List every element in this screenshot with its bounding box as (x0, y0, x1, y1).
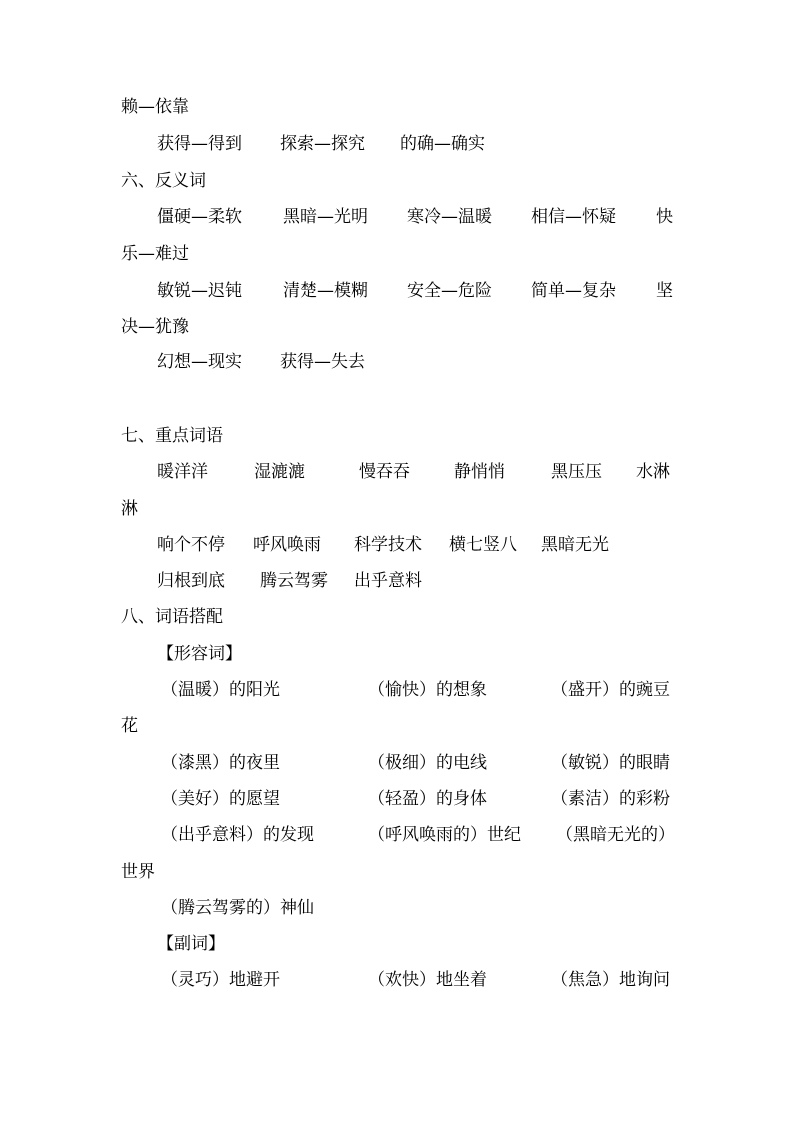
word-pair: 幻想—现实 (157, 352, 242, 372)
key-word: 黑压压 (551, 462, 602, 482)
key-phrase: 出乎意料 (354, 571, 422, 591)
collocation-line (0, 751, 794, 775)
collocation-line-tail: 花 (121, 716, 138, 736)
key-phrase: 腾云驾雾 (260, 571, 328, 591)
word-pair: 探索—探究 (280, 134, 365, 154)
key-words-line (0, 569, 794, 593)
antonym-line (0, 350, 794, 374)
word-pair: 快 (656, 207, 673, 227)
word-pair: 的确—确实 (400, 134, 485, 154)
collocation: （极细）的电线 (368, 753, 487, 773)
word-pair: 安全—危险 (407, 281, 492, 301)
collocation: （轻盈）的身体 (368, 789, 487, 809)
section-heading-collocations: 八、词语搭配 (121, 607, 223, 627)
key-words-line (0, 533, 794, 557)
word-pair: 坚 (656, 281, 673, 301)
collocation: （愉快）的想象 (368, 680, 487, 700)
collocation: （漆黑）的夜里 (161, 753, 280, 773)
collocation: （盛开）的豌豆 (551, 680, 670, 700)
key-words-line (0, 460, 794, 484)
collocation: （素洁）的彩粉 (551, 789, 670, 809)
collocation: （温暖）的阳光 (161, 680, 280, 700)
word-pair: 僵硬—柔软 (157, 207, 242, 227)
collocation: （腾云驾雾的）神仙 (161, 898, 314, 918)
collocation: （灵巧）地避开 (161, 970, 280, 990)
word-pair: 黑暗—光明 (283, 207, 368, 227)
collocation-line (0, 968, 794, 992)
word-pair: 获得—得到 (157, 134, 242, 154)
synonym-line-tail: 赖—依靠 (121, 97, 189, 117)
key-words-line-tail: 淋 (121, 499, 138, 519)
collocation: （呼风唤雨的）世纪 (368, 825, 521, 845)
key-word: 暖洋洋 (157, 462, 208, 482)
key-phrase: 呼风唤雨 (253, 535, 321, 555)
key-phrase: 科学技术 (354, 535, 422, 555)
section-heading-antonyms: 六、反义词 (121, 171, 206, 191)
collocation: （美好）的愿望 (161, 789, 280, 809)
collocation-line (0, 678, 794, 702)
collocation: （欢快）地坐着 (368, 970, 487, 990)
key-phrase: 横七竖八 (449, 535, 517, 555)
word-pair: 寒冷—温暖 (407, 207, 492, 227)
word-pair: 相信—怀疑 (531, 207, 616, 227)
key-phrase: 归根到底 (157, 571, 225, 591)
collocation: （焦急）地询问 (551, 970, 670, 990)
synonym-line (0, 132, 794, 156)
word-pair: 清楚—模糊 (283, 281, 368, 301)
collocation: （出乎意料）的发现 (161, 825, 314, 845)
subheading-adverbs: 【副词】 (157, 934, 225, 954)
collocation-line (0, 787, 794, 811)
antonym-line-tail: 决—犹豫 (121, 317, 189, 337)
collocation: （敏锐）的眼睛 (551, 753, 670, 773)
key-phrase: 响个不停 (157, 535, 225, 555)
key-word: 静悄悄 (454, 462, 505, 482)
key-word: 水淋 (636, 462, 670, 482)
collocation-line (0, 823, 794, 847)
subheading-adjectives: 【形容词】 (157, 644, 242, 664)
key-phrase: 黑暗无光 (541, 535, 609, 555)
key-word: 湿漉漉 (254, 462, 305, 482)
antonym-line-tail: 乐—难过 (121, 244, 189, 264)
word-pair: 简单—复杂 (531, 281, 616, 301)
collocation: （黑暗无光的） (556, 825, 675, 845)
antonym-line (0, 205, 794, 229)
antonym-line (0, 279, 794, 303)
section-heading-key-words: 七、重点词语 (121, 426, 223, 446)
word-pair: 获得—失去 (280, 352, 365, 372)
key-word: 慢吞吞 (359, 462, 410, 482)
word-pair: 敏锐—迟钝 (157, 281, 242, 301)
collocation-line-tail: 世界 (121, 862, 155, 882)
